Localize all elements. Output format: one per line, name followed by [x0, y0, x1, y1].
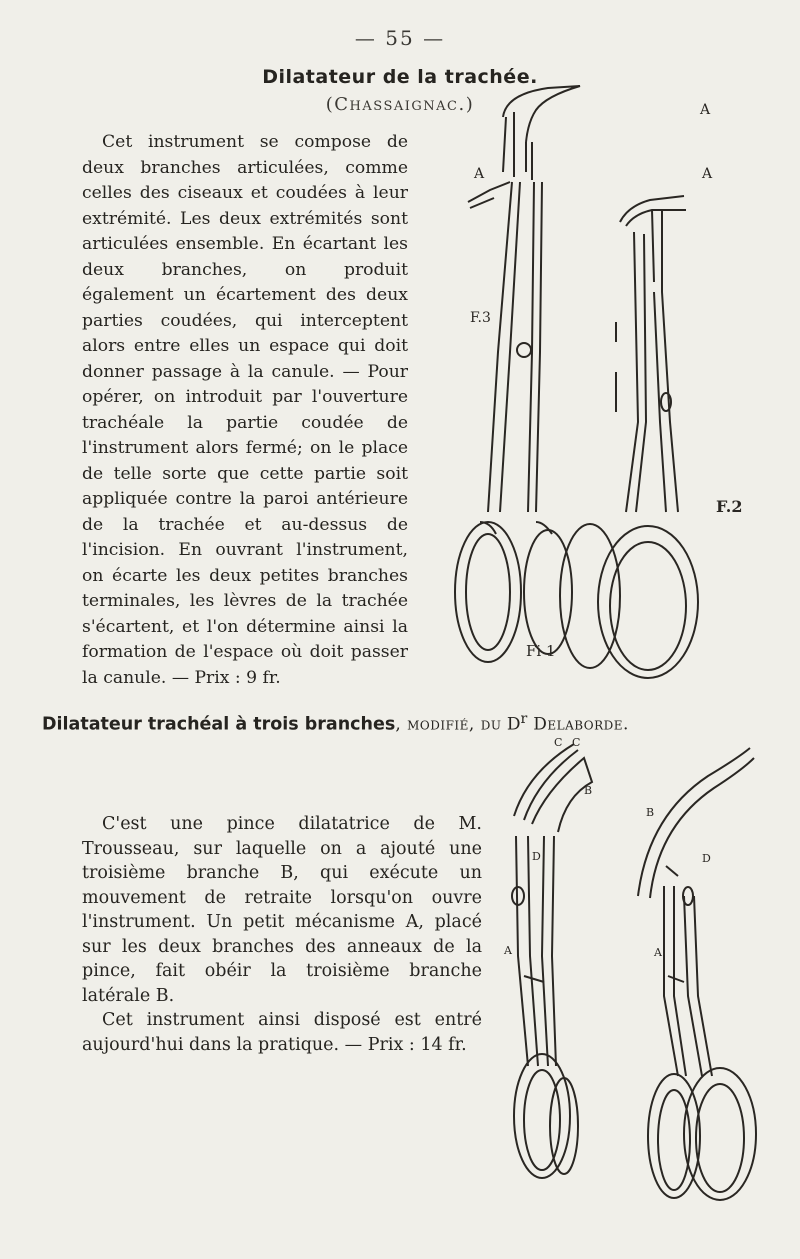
fig1-label-f2: F.2 — [716, 497, 743, 516]
figure-dilatateur-chassaignac — [440, 82, 750, 682]
section2-title — [42, 711, 782, 735]
fig1-label-f3: F.3 — [470, 310, 491, 326]
section2-title-modifier: , modifié, du — [395, 714, 502, 735]
section2-title-dr: D — [506, 714, 521, 735]
fig2-label-c-right: C — [572, 736, 581, 749]
section2-body — [82, 812, 482, 1057]
fig2-label-b-right: B — [646, 806, 655, 819]
fig1-label-a-top: A — [700, 102, 711, 118]
fig2-label-c-left: C — [554, 736, 563, 749]
fig1-label-a-right: A — [702, 166, 713, 182]
fig2-label-d-left: D — [532, 850, 541, 863]
section2-paragraph-2: Cet instrument ainsi disposé est entré aujourd'hui dans la pratique. — Prix : 14 fr. — [82, 1010, 482, 1055]
fig1-label-a-left: A — [474, 166, 485, 182]
fig2-label-a-right: A — [654, 946, 662, 959]
section2-title-dr-sup: r — [520, 711, 528, 727]
fig2-label-b-left: B — [584, 784, 593, 797]
fig1-label-f1: Fi 1 — [526, 642, 556, 660]
section1-author: (Chassaignac.) — [325, 94, 475, 115]
figure-dilatateur-trois-branches — [488, 736, 798, 1206]
fig2-label-a-left: A — [504, 944, 512, 957]
page-number: — 55 — — [354, 26, 446, 50]
fig2-label-d-right: D — [702, 852, 711, 865]
section1-title: Dilatateur de la trachée. — [262, 66, 538, 88]
section2-paragraph-1: C'est une pince dilatatrice de M. Trousseau, sur laquelle on a ajouté une troisième branche B, qui exécute un mouvement de retraite lorsqu'on ouvre l'instrument. Un petit mécanisme A, placé sur les deux branches des anneaux de la pince, fait obéir la troisième branche latérale B. — [82, 814, 482, 1006]
section1-paragraph: Cet instrument se compose de deux branches articulées, comme celles des ciseaux et coudées à leur extrémité. Les deux extrémités sont articulées ensemble. En écartant les deux branches, on produit également un écartement des deux parties coudées, qui interceptent alors entre elles un espace qui doit donner passage à la canule. — Pour opérer, on introduit par l'ouverture trachéale la partie coudée de l'instrument alors fermé; on le place de telle sorte que cette partie soit appliquée contre la paroi antérieure de la trachée et au-dessus de l'incision. En ouvrant l'instrument, on écarte les deux petites branches terminales, les lèvres de la trachée s'écartent, et l'on détermine ainsi la formation de l'espace où doit passer la canule. — Prix : 9 fr. — [82, 132, 408, 688]
section2-title-author: Delaborde. — [527, 714, 629, 735]
section2-title-main: Dilatateur trachéal à trois branches — [42, 714, 396, 735]
